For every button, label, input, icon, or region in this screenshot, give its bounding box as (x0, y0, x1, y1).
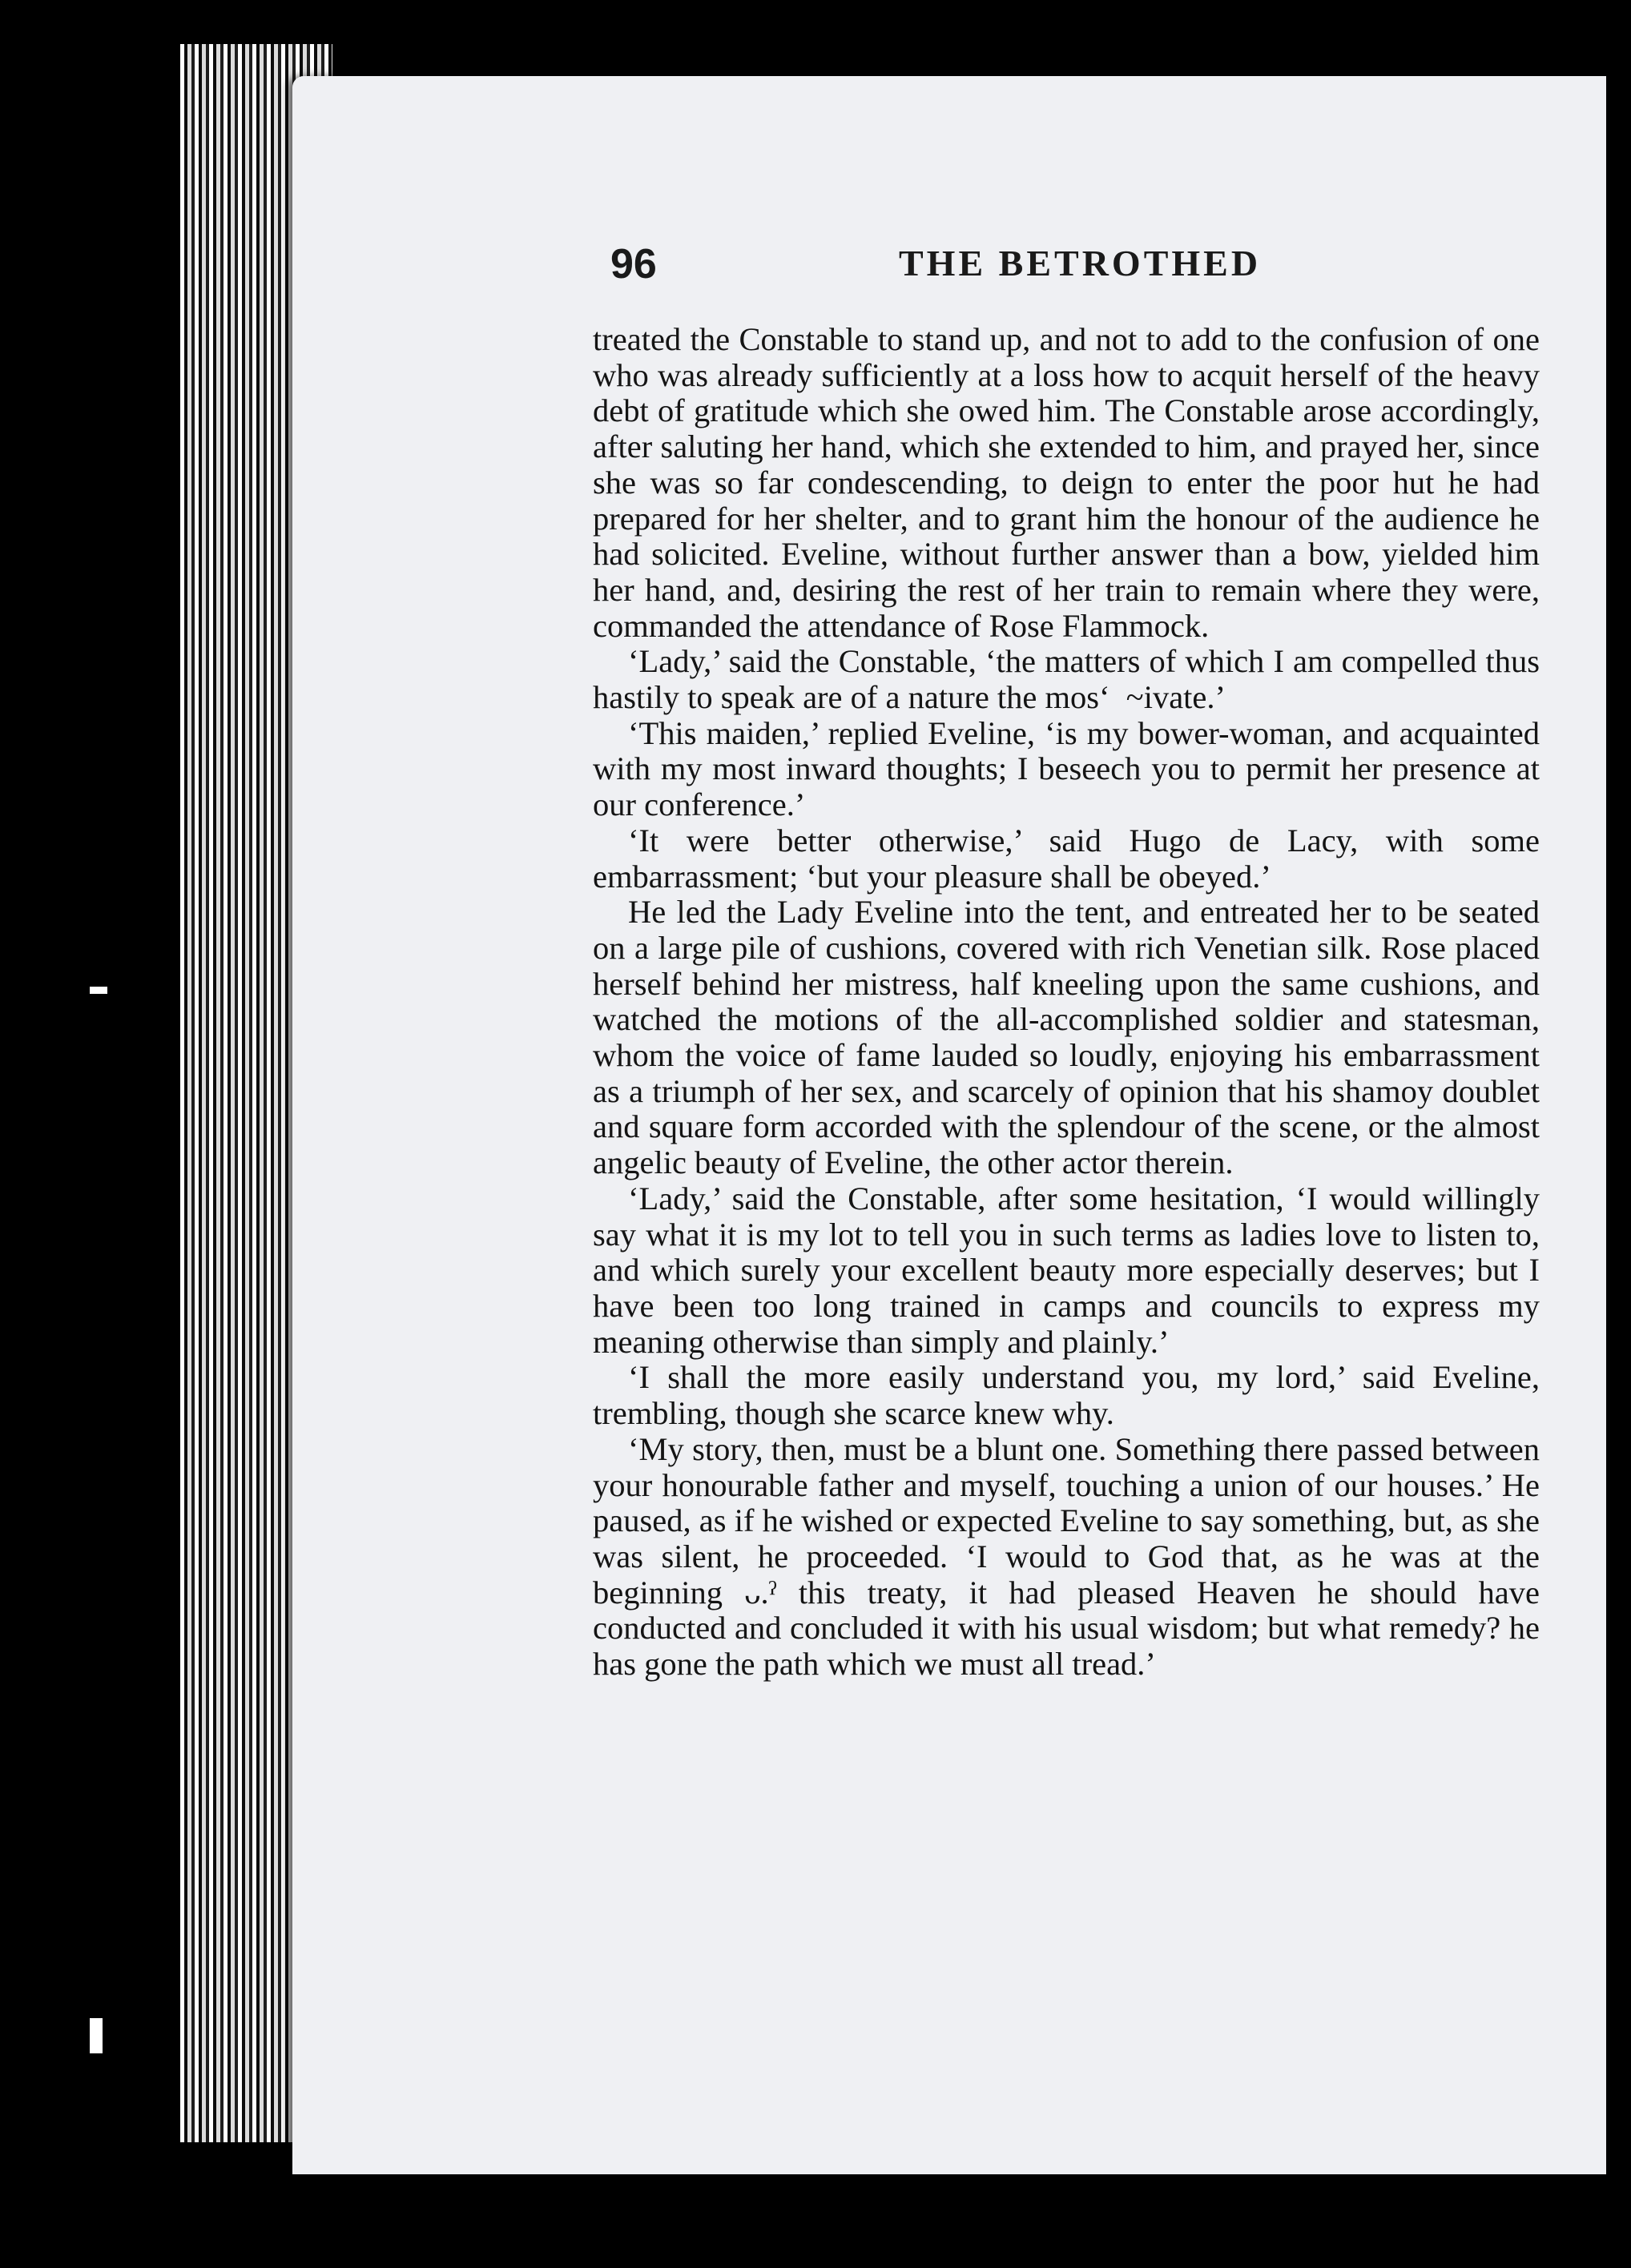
body-text (593, 322, 1540, 1683)
running-head: THE BETROTHED (899, 243, 1262, 284)
page-number: 96 (610, 241, 657, 288)
paragraph: ‘My story, then, must be a blunt one. Something there passed between your honourable father and myself, touching a union of our houses.’ He paused, as if he wished or expected Eveline to say something, but, as she was silent, he proceeded. ‘I would to God that, as he was at the beginning ᴗ.ˀ this treaty, it had pleased Heaven he should have conducted and concluded it with his usual wisdom; but what remedy? he has gone the path which we must all tread.’ (593, 1430, 1540, 1683)
paragraph: ‘I shall the more easily understand you, my lord,’ said Eveline, trembling, though she scarce knew why. (593, 1359, 1540, 1432)
paragraph: ‘Lady,’ said the Constable, ‘the matters of which I am compelled thus hastily to speak are of a nature the mos⁠‘ ⁠ ~ivate.’ (593, 643, 1540, 716)
paragraph: treated the Constable to stand up, and not to add to the confusion of one who was already sufficiently at a loss how to acquit herself of the heavy debt of gratitude which she owed him. The Constable arose accordingly, after saluting her hand, which she extended to him, and prayed her, since she was so far condescending, to deign to enter the poor hut he had prepared for her shelter, and to grant him the honour of the audience he had solicited. Eveline, without further answer than a bow, yielded him her hand, and, desiring the rest of her train to remain where they were, commanded the attendance of Rose Flammock. (593, 321, 1540, 644)
paragraph: ‘It were better otherwise,’ said Hugo de Lacy, with some embarrassment; ‘but your pleasure shall be obeyed.’ (593, 822, 1540, 895)
scan-speck (90, 2018, 103, 2053)
paragraph: ‘Lady,’ said the Constable, after some hesitation, ‘I would willingly say what it is my lot to tell you in such terms as ladies love to listen to, and which surely your excellent beauty more especially deserves; but I have been too long trained in camps and councils to express my meaning otherwise than simply and plainly.’ (593, 1180, 1540, 1360)
scan-speck (90, 987, 107, 994)
page-header (610, 240, 1540, 304)
paragraph: ‘This maiden,’ replied Eveline, ‘is my bower-woman, and acquainted with my most inward thoughts; I beseech you to permit her presence at our conference.’ (593, 714, 1540, 823)
paragraph: He led the Lady Eveline into the tent, and entreated her to be seated on a large pile of cushions, covered with rich Venetian silk. Rose placed herself behind her mistress, half kneeling upon the same cushions, and watched the motions of the all-accomplished soldier and statesman, whom the voice of fame lauded so loudly, enjoying his embarrassment as a triumph of her sex, and scarcely of opinion that his shamoy doublet and square form accorded with the splendour of the scene, or the almost angelic beauty of Eveline, the other actor therein. (593, 894, 1540, 1181)
